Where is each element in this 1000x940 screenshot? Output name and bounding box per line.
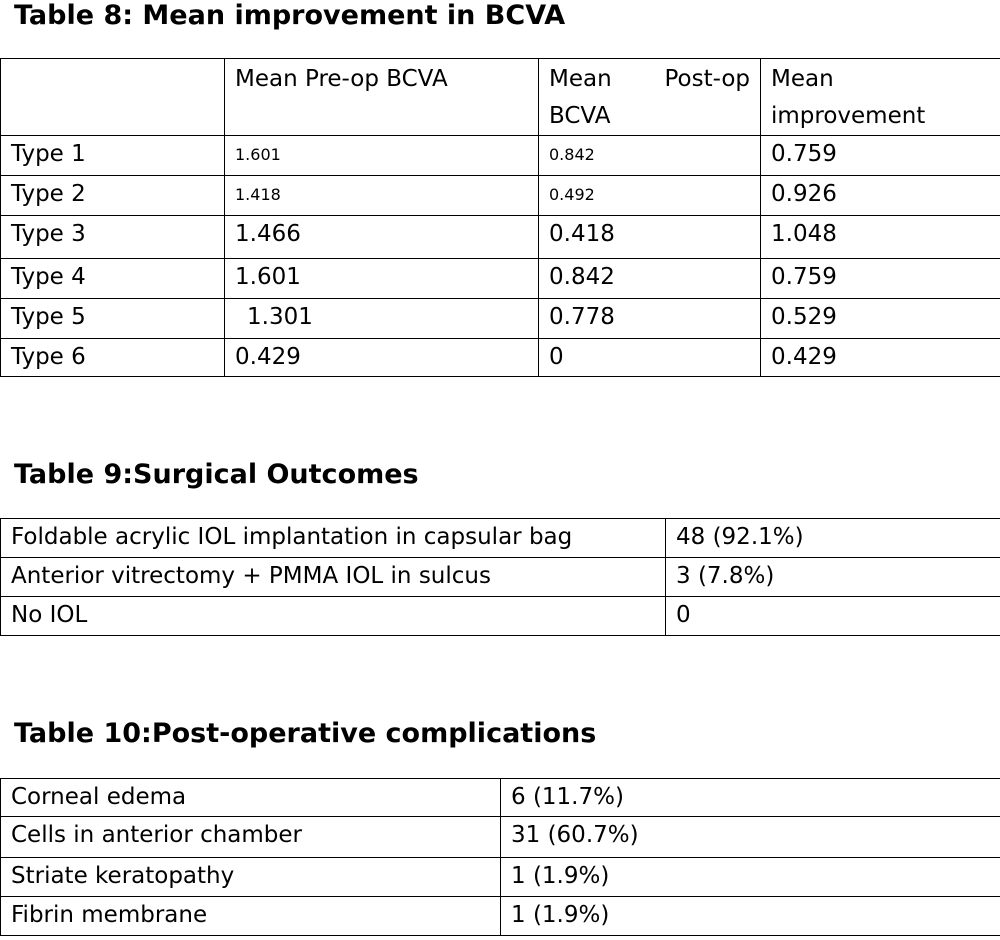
table-cell: 1.418 — [225, 176, 539, 216]
table-row — [1, 176, 1000, 216]
table-cell: 0.529 — [761, 299, 1000, 339]
table8-header-cell — [1, 59, 225, 136]
table-cell: 1 (1.9%) — [501, 858, 1000, 897]
table-row — [1, 519, 1000, 558]
table-cell: 0.759 — [761, 136, 1000, 176]
table-row — [1, 858, 1000, 897]
table-cell: 48 (92.1%) — [666, 519, 1000, 558]
table-cell: 6 (11.7%) — [501, 779, 1000, 817]
table-cell: No IOL — [1, 597, 666, 636]
table-cell: 0.492 — [539, 176, 761, 216]
table-row — [1, 259, 1000, 299]
table-cell: Corneal edema — [1, 779, 501, 817]
table-cell: Type 6 — [1, 339, 225, 377]
table-row — [1, 597, 1000, 636]
table8-header-cell: Mean improvement — [761, 59, 1000, 136]
table-cell: 1 (1.9%) — [501, 897, 1000, 936]
table-cell: 1.601 — [225, 136, 539, 176]
table-cell: Striate keratopathy — [1, 858, 501, 897]
table10-caption: Table 10:Post-operative complications — [14, 718, 597, 749]
table-cell: 0.842 — [539, 136, 761, 176]
table-cell: Foldable acrylic IOL implantation in capsular bag — [1, 519, 666, 558]
table8-header-cell: Mean Post-op BCVA — [539, 59, 761, 136]
table-row — [1, 897, 1000, 936]
table-cell: 31 (60.7%) — [501, 817, 1000, 858]
table-cell: Type 1 — [1, 136, 225, 176]
table-cell: 3 (7.8%) — [666, 558, 1000, 597]
table-cell: 0.778 — [539, 299, 761, 339]
table-cell: Type 4 — [1, 259, 225, 299]
table9-caption: Table 9:Surgical Outcomes — [14, 459, 419, 490]
table-cell: 0.429 — [761, 339, 1000, 377]
table-cell: 0 — [539, 339, 761, 377]
table-cell: Type 2 — [1, 176, 225, 216]
table-row — [1, 339, 1000, 377]
table8-header-row — [1, 59, 1000, 136]
table-cell: Anterior vitrectomy + PMMA IOL in sulcus — [1, 558, 666, 597]
table-cell: 0.418 — [539, 216, 761, 259]
table-cell: Type 3 — [1, 216, 225, 259]
table10 — [0, 778, 1000, 936]
table-row — [1, 817, 1000, 858]
table-cell: 0.759 — [761, 259, 1000, 299]
table-cell: 1.601 — [225, 259, 539, 299]
table8-header-cell: Mean Pre-op BCVA — [225, 59, 539, 136]
table-cell: 1.466 — [225, 216, 539, 259]
table8 — [0, 58, 1000, 377]
table8-caption: Table 8: Mean improvement in BCVA — [14, 0, 566, 31]
table-cell: 0.926 — [761, 176, 1000, 216]
table-cell: 0.842 — [539, 259, 761, 299]
table-cell: 0 — [666, 597, 1000, 636]
table9 — [0, 518, 1000, 636]
table-row — [1, 779, 1000, 817]
table-row — [1, 558, 1000, 597]
table-cell: 1.301 — [225, 299, 539, 339]
table-cell: 0.429 — [225, 339, 539, 377]
table-row — [1, 136, 1000, 176]
table-cell: Cells in anterior chamber — [1, 817, 501, 858]
table-cell: Fibrin membrane — [1, 897, 501, 936]
table-row — [1, 299, 1000, 339]
table-cell: 1.048 — [761, 216, 1000, 259]
table-cell: Type 5 — [1, 299, 225, 339]
table-row — [1, 216, 1000, 259]
